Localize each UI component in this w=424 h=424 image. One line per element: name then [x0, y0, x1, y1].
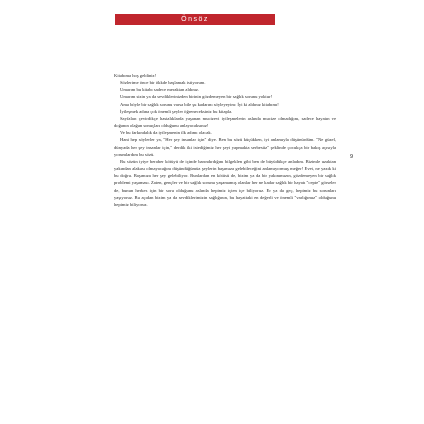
page-number: 9 — [350, 154, 354, 160]
chapter-header-bar — [115, 14, 275, 25]
paragraph: İyileşmek adına çok önemli şeyler öğreneceksiniz bu kitapla. — [120, 108, 233, 114]
top-spacer — [114, 30, 336, 72]
paragraph: Ama böyle bir sağlık sorunu varsa bile şu kadarını söyleyeyim: İyi ki aldınız kitabımı! — [120, 101, 279, 107]
paragraph: Sayfaları çevirdikçe hastalıklarda yaşanan mucizevi iyileşmelerin aslında mucize olmadığını, sadece hayatın ve doğanın olağan sonuçları olduğunu anlayacaksınız! — [114, 115, 336, 129]
paragraph: Umarım bu kitabı sadece meraktan aldınız. — [120, 87, 200, 93]
paragraph: Bu sözün iyiye beraber kötüyü de içinde barındırdığını bilgeklen gibi ben de büyüdükçe anladım. Bizimle uzaktan yakından alakası olmayacağını düşündüğümüz şeylerin başımıza gelebileceğini anlamıyormuş meğer! Evet, ne yazık ki bu doğru. Başımıza her şey gelebiliyor. Bunlardan en kötüsü de, bizim ya da bir yakınımızın, gözdemeyen bir sağlık problemi yaşaması. Zaten, gençler ve bir sağlık sorunu yaşamamış olanlar her ne kadar sağlık bir hayatı "cepte" görseler de, bunun herkes için bir soru olduğunu aslında hepimiz içten içe biliyoruz. Er ya da geç, hepimiz bu sorunları yaşıyoruz. Bu açıdan bizim ya da sevdiklerimizin sağlığının, bu hayattaki en değerli ve önemli "varlığımız" olduğunu hepimiz biliyoruz. — [114, 158, 336, 207]
body-text — [114, 30, 336, 208]
paragraph: Umarım sizin ya da sevdiklerinizden birinin gözdemeyen bir sağlık sorunu yoktur! — [120, 94, 273, 100]
chapter-title: Önsöz — [181, 16, 209, 23]
paragraph: Ve bu farkındalık da iyileşmenin ilk adımı olacak. — [120, 130, 212, 136]
paragraph: Kitabıma hoş geldiniz! — [114, 73, 157, 78]
paragraph: Hani hep söylerler ya, "Her şey insanlar için" diye. Ben bu sözü küçükken, iyi anlamıyla düşünürdüm. "Ne güzel, dünyada her şey insanlar için," derdik iki istediğimiz her şeyi yapmakta serbestiz" şeklinde çocukça bir bakış açısıyla yorumlardım bu sözü. — [114, 137, 336, 157]
paragraph: Sözlerime önce bir ökkde başlamak istiyorum. — [120, 80, 206, 86]
